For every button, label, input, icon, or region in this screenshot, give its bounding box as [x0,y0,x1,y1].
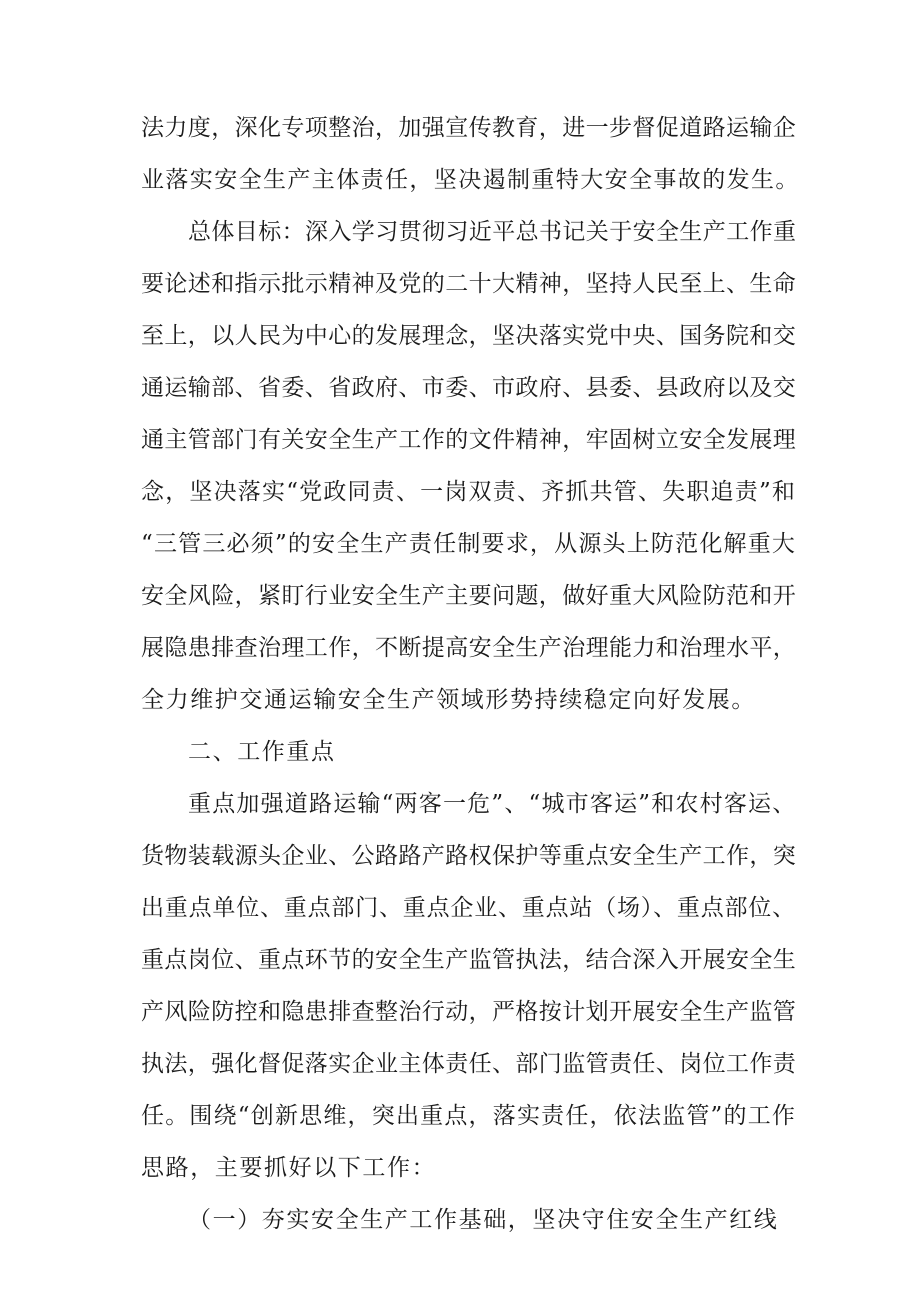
paragraph-line: 全力维护交通运输安全生产领域形势持续稳定向好发展。 [141,687,756,713]
subsection-heading: （一）夯实安全生产工作基础，坚决守住安全生产红线 [188,1207,779,1233]
paragraph-line: 重点加强道路运输“两客一危”、“城市客运”和农村客运、 [188,791,797,817]
paragraph-line: 至上，以人民为中心的发展理念，坚决落实党中央、国务院和交 [141,323,797,349]
paragraph-line: 安全风险，紧盯行业安全生产主要问题，做好重大风险防范和开 [141,583,797,609]
paragraph-line: 念，坚决落实“党政同责、一岗双责、齐抓共管、失职追责”和 [141,479,797,505]
paragraph-line: 通主管部门有关安全生产工作的文件精神，牢固树立安全发展理 [141,427,797,453]
paragraph-line: 通运输部、省委、省政府、市委、市政府、县委、县政府以及交 [141,375,797,401]
paragraph-line: 任。围绕“创新思维，突出重点，落实责任，依法监管”的工作 [141,1103,797,1129]
paragraph-line: “三管三必须”的安全生产责任制要求，从源头上防范化解重大 [141,531,797,557]
paragraph-line: 执法，强化督促落实企业主体责任、部门监管责任、岗位工作责 [141,1051,797,1077]
paragraph-line: 重点岗位、重点环节的安全生产监管执法，结合深入开展安全生 [141,947,797,973]
paragraph-line: 法力度，深化专项整治，加强宣传教育，进一步督促道路运输企 [141,115,797,141]
paragraph-line: 总体目标：深入学习贯彻习近平总书记关于安全生产工作重 [188,219,797,245]
paragraph-line: 货物装载源头企业、公路路产路权保护等重点安全生产工作，突 [141,843,797,869]
paragraph-line: 业落实安全生产主体责任，坚决遏制重特大安全事故的发生。 [141,167,800,193]
paragraph-line: 出重点单位、重点部门、重点企业、重点站（场）、重点部位、 [141,895,796,921]
section-heading: 二、工作重点 [188,739,336,765]
paragraph-line: 要论述和指示批示精神及党的二十大精神，坚持人民至上、生命 [141,271,797,297]
paragraph-line: 思路，主要抓好以下工作： [141,1155,437,1181]
paragraph-line: 展隐患排查治理工作，不断提高安全生产治理能力和治理水平， [141,635,797,661]
paragraph-line: 产风险防控和隐患排查整治行动，严格按计划开展安全生产监管 [141,999,797,1025]
